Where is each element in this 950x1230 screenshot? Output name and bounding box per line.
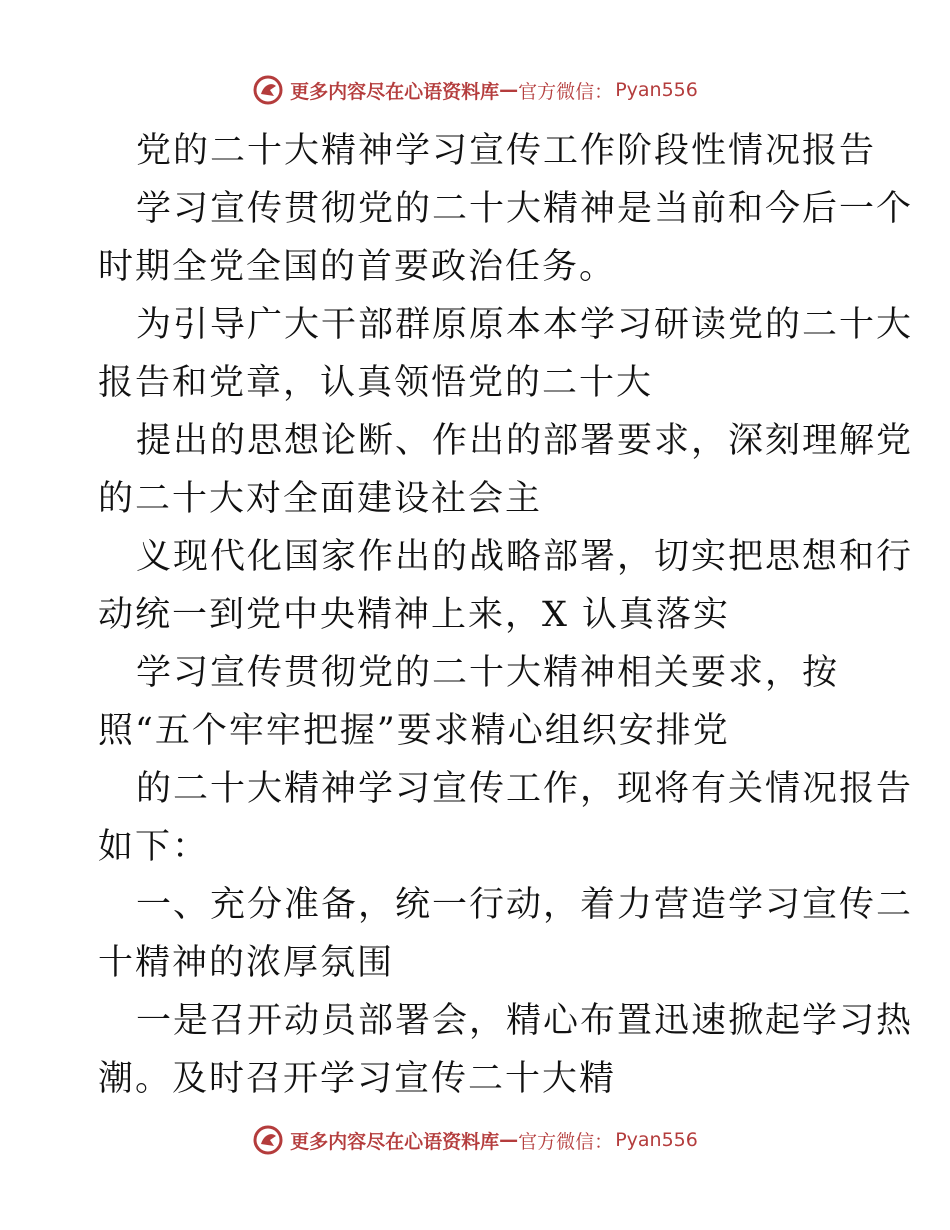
paragraph-line: 的二十大对全面建设社会主 bbox=[98, 479, 543, 519]
promo-text: 更多内容尽在心语资料库 bbox=[290, 1130, 500, 1153]
separator: — bbox=[499, 79, 519, 101]
paragraph-line: 动统一到党中央精神上来，X 认真落实 bbox=[98, 595, 731, 635]
wechat-label: 官方微信： bbox=[518, 80, 614, 103]
section-heading: 一、充分准备，统一行动，着力营造学习宣传二 bbox=[136, 885, 914, 925]
wechat-account: Pyan556 bbox=[615, 79, 698, 101]
paragraph-line: 的二十大精神学习宣传工作，现将有关情况报告 bbox=[136, 769, 914, 809]
wechat-label: 官方微信： bbox=[518, 1130, 614, 1153]
footer-watermark bbox=[0, 1120, 950, 1160]
section-heading: 十精神的浓厚氛围 bbox=[98, 943, 395, 983]
paragraph-line: 时期全党全国的首要政治任务。 bbox=[98, 247, 617, 287]
paragraph-line: 学习宣传贯彻党的二十大精神相关要求，按 bbox=[136, 653, 840, 693]
header-watermark bbox=[0, 70, 950, 110]
doc-title: 党的二十大精神学习宣传工作阶段性情况报告 bbox=[136, 131, 877, 171]
logo-icon bbox=[252, 74, 284, 106]
paragraph-line: 潮。及时召开学习宣传二十大精 bbox=[98, 1059, 617, 1099]
paragraph-line: 提出的思想论断、作出的部署要求，深刻理解党 bbox=[136, 421, 914, 461]
logo-icon bbox=[252, 1124, 284, 1156]
document-body bbox=[98, 122, 914, 1108]
paragraph-line: 如下： bbox=[98, 827, 210, 867]
separator: — bbox=[499, 1129, 519, 1151]
promo-text: 更多内容尽在心语资料库 bbox=[290, 80, 500, 103]
paragraph-line: 学习宣传贯彻党的二十大精神是当前和今后一个 bbox=[136, 189, 914, 229]
paragraph-line: 为引导广大干部群原原本本学习研读党的二十大 bbox=[136, 305, 914, 345]
paragraph-line: 照“五个牢牢把握”要求精心组织安排党 bbox=[98, 711, 730, 751]
paragraph-line: 报告和党章，认真领悟党的二十大 bbox=[98, 363, 654, 403]
paragraph-line: 义现代化国家作出的战略部署，切实把思想和行 bbox=[136, 537, 914, 577]
wechat-account: Pyan556 bbox=[615, 1129, 698, 1151]
paragraph-line: 一是召开动员部署会，精心布置迅速掀起学习热 bbox=[136, 1001, 914, 1041]
